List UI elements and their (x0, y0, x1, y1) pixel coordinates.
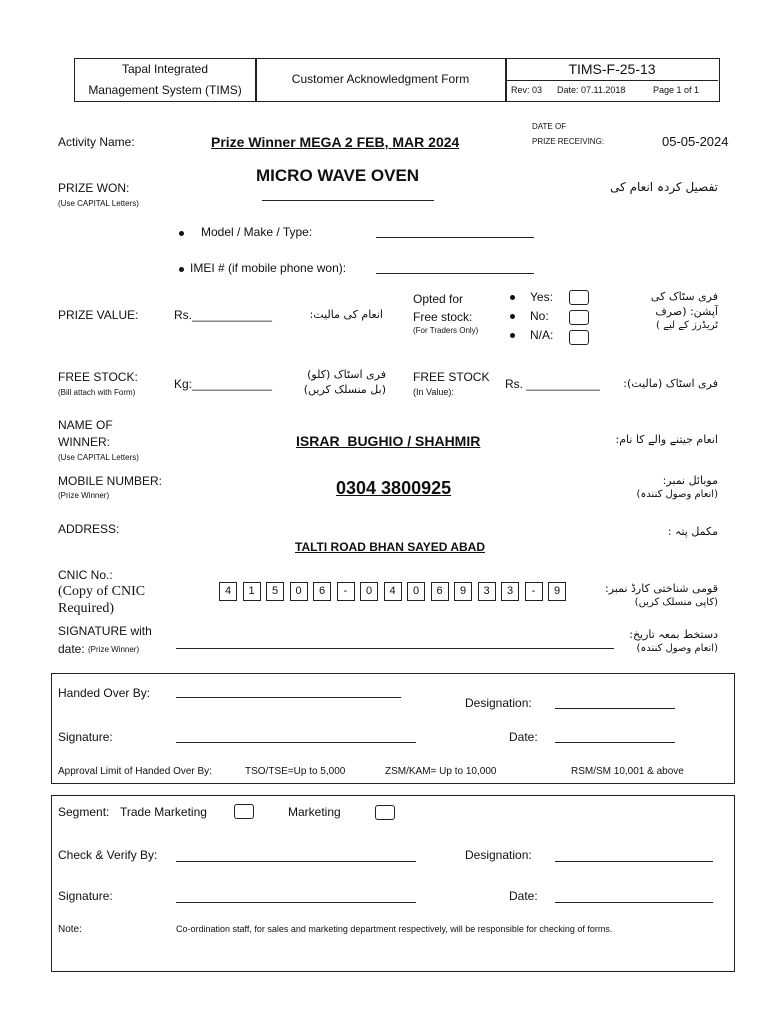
mobile-sub: (Prize Winner) (58, 491, 110, 500)
signature-sub: (Prize Winner) (88, 645, 140, 654)
no-checkbox[interactable] (569, 310, 589, 325)
cnic-digit-cell: 3 (478, 582, 496, 601)
prize-won-line (262, 200, 434, 201)
system-name-line2: Management System (TIMS) (88, 83, 242, 97)
cnic-copy-1: (Copy of CNIC (58, 584, 146, 599)
signature-label-1: SIGNATURE with (58, 624, 152, 638)
free-stock-value-urdu: فری اسٹاک (مالیت): (623, 377, 718, 390)
bullet (510, 314, 515, 319)
revision-date: Date: 07.11.2018 (557, 85, 626, 95)
check-verify-field[interactable] (176, 861, 416, 862)
mobile-urdu-2: (انعام وصول کنندہ) (636, 489, 718, 500)
prize-won-value: MICRO WAVE OVEN (256, 166, 420, 185)
mobile-label: MOBILE NUMBER: (58, 474, 163, 488)
approval-tso: TSO/TSE=Up to 5,000 (245, 766, 346, 777)
cnic-urdu-1: قومی شناختی کارڈ نمبر: (605, 582, 718, 595)
verify-signature-field[interactable] (176, 902, 416, 903)
free-stock-kg-urdu-2: (بل منسلک کریں) (303, 383, 386, 396)
opted-label-3: (For Traders Only) (413, 326, 479, 335)
cnic-digit-cell: 0 (290, 582, 308, 601)
date-label-2: PRIZE RECEIVING: (532, 137, 605, 146)
handover-signature-field[interactable] (176, 742, 416, 743)
verify-designation-label: Designation: (465, 848, 532, 862)
cnic-digit-cell: 1 (243, 582, 261, 601)
bullet (510, 333, 515, 338)
prize-won-label: PRIZE WON: (58, 181, 130, 195)
handover-date-field[interactable] (555, 742, 675, 743)
yes-label: Yes: (530, 290, 553, 304)
mobile-urdu-1: موبائل نمبر: (662, 474, 718, 487)
signature-line[interactable] (176, 648, 614, 649)
prize-value-urdu: انعام کی مالیت: (309, 308, 383, 321)
winner-value: ISRAR BUGHIO / SHAHMIR (296, 433, 481, 449)
opted-label-1: Opted for (413, 292, 464, 306)
trade-marketing-label: Trade Marketing (120, 805, 207, 819)
model-label: Model / Make / Type: (201, 225, 313, 239)
verify-signature-label: Signature: (58, 889, 113, 903)
address-urdu: مکمل پتہ : (667, 525, 718, 538)
signature-label-2: date: (58, 642, 85, 656)
opted-label-2: Free stock: (413, 310, 473, 324)
handover-designation-label: Designation: (465, 696, 532, 710)
address-label: ADDRESS: (58, 522, 120, 536)
cnic-digit-cell: 9 (454, 582, 472, 601)
cnic-digit-boxes[interactable] (219, 582, 579, 602)
cnic-copy-2: Required) (58, 601, 114, 616)
form-title: Customer Acknowledgment Form (291, 72, 470, 86)
free-stock-sub: (Bill attach with Form) (58, 388, 136, 397)
segment-label: Segment: (58, 805, 110, 819)
free-stock-kg: Kg:____________ (174, 377, 273, 391)
cnic-digit-cell: 9 (548, 582, 566, 601)
cnic-urdu-2: (کاپی منسلک کریں) (634, 597, 718, 608)
handover-designation-field[interactable] (555, 708, 675, 709)
prize-won-sub: (Use CAPITAL Letters) (58, 199, 139, 208)
revision: Rev: 03 (511, 85, 543, 95)
marketing-label: Marketing (288, 805, 341, 819)
handed-over-label: Handed Over By: (58, 686, 151, 700)
yes-checkbox[interactable] (569, 290, 589, 305)
verify-date-label: Date: (509, 889, 538, 903)
prize-value-label: PRIZE VALUE: (58, 308, 139, 322)
activity-value: Prize Winner MEGA 2 FEB, MAR 2024 (211, 134, 460, 150)
handed-over-field[interactable] (176, 697, 401, 698)
date-value: 05-05-2024 (662, 134, 729, 149)
prize-value-rs: Rs.____________ (174, 308, 273, 322)
bullet (179, 231, 184, 236)
approval-rsm: RSM/SM 10,001 & above (571, 766, 684, 777)
winner-sub: (Use CAPITAL Letters) (58, 453, 139, 462)
mobile-value: 0304 3800925 (336, 478, 452, 498)
prize-won-urdu: تفصیل کردہ انعام کی (610, 180, 718, 194)
no-label: No: (530, 309, 549, 323)
model-field[interactable] (376, 237, 534, 238)
imei-field[interactable] (376, 273, 534, 274)
cnic-label: CNIC No.: (58, 568, 113, 582)
winner-label-1: NAME OF (58, 418, 113, 432)
cnic-digit-cell: - (337, 582, 355, 601)
cnic-digit-cell: 0 (407, 582, 425, 601)
bullet (510, 295, 515, 300)
na-checkbox[interactable] (569, 330, 589, 345)
handover-signature-label: Signature: (58, 730, 113, 744)
free-stock-rs: Rs. ___________ (505, 377, 600, 391)
free-stock-option-urdu-2: آپشن: (صرف (655, 305, 718, 318)
address-value: TALTI ROAD BHAN SAYED ABAD (295, 540, 486, 554)
note-label: Note: (58, 924, 82, 935)
free-stock-label: FREE STOCK: (58, 370, 138, 384)
na-label: N/A: (530, 328, 554, 342)
verify-section (51, 795, 735, 972)
cnic-digit-cell: 0 (360, 582, 378, 601)
verify-designation-field[interactable] (555, 861, 713, 862)
imei-label: IMEI # (if mobile phone won): (190, 261, 347, 275)
free-stock-value-label-2: (In Value): (413, 387, 454, 397)
cnic-digit-cell: 5 (266, 582, 284, 601)
verify-date-field[interactable] (555, 902, 713, 903)
approval-zsm: ZSM/KAM= Up to 10,000 (385, 766, 497, 777)
page-number: Page 1 of 1 (653, 85, 700, 95)
check-verify-label: Check & Verify By: (58, 848, 158, 862)
cnic-digit-cell: 3 (501, 582, 519, 601)
winner-urdu: انعام جیتنے والے کا نام: (615, 433, 718, 446)
cnic-digit-cell: 6 (313, 582, 331, 601)
cnic-digit-cell: 4 (384, 582, 402, 601)
cnic-digit-cell: 4 (219, 582, 237, 601)
note-text: Co-ordination staff, for sales and marketing department respectively, will be responsible for checking of forms. (176, 924, 613, 934)
date-label-1: DATE OF (532, 122, 567, 131)
free-stock-option-urdu-1: فری سٹاک کی (650, 290, 718, 303)
free-stock-kg-urdu-1: فری اسٹاک (کلو) (307, 368, 386, 381)
handover-date-label: Date: (509, 730, 538, 744)
winner-label-2: WINNER: (58, 435, 110, 449)
form-code: TIMS-F-25-13 (568, 61, 656, 77)
trade-marketing-checkbox[interactable] (234, 804, 254, 819)
header-divider (505, 80, 718, 81)
signature-urdu-2: (انعام وصول کنندہ) (636, 643, 718, 654)
approval-limit-label: Approval Limit of Handed Over By: (58, 766, 212, 777)
cnic-digit-cell: - (525, 582, 543, 601)
free-stock-value-label-1: FREE STOCK (413, 370, 490, 384)
activity-label: Activity Name: (58, 135, 135, 149)
marketing-checkbox[interactable] (375, 805, 395, 820)
system-name-line1: Tapal Integrated (121, 62, 209, 76)
free-stock-option-urdu-3: ٹریڈرز کے لیے ) (656, 320, 718, 331)
signature-urdu-1: دستخط بمعہ تاریخ: (629, 628, 718, 641)
bullet (179, 267, 184, 272)
cnic-digit-cell: 6 (431, 582, 449, 601)
